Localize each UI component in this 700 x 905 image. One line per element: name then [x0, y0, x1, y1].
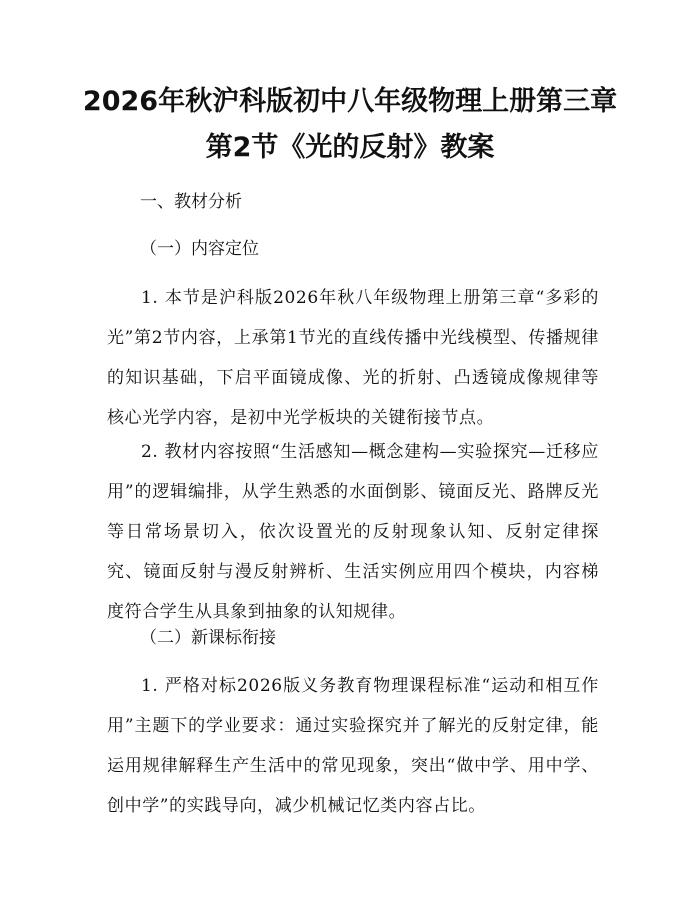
paragraph: 1. 本节是沪科版2026年秋八年级物理上册第三章“多彩的光”第2节内容，上承第1节光的直线传播中光线模型、传播规律的知识基础，下启平面镜成像、光的折射、凸透镜成像规律等核心光学内容，是初中光学板块的关键衔接节点。	[107, 288, 599, 428]
subsection-heading-content-positioning: （一）内容定位	[140, 239, 259, 259]
document-title-line-2: 第2节《光的反射》教案	[205, 132, 495, 163]
section-heading-textbook-analysis: 一、教材分析	[140, 192, 242, 212]
paragraph: 1. 严格对标2026版义务教育物理课程标准“运动和相互作用”主题下的学业要求：通过实验探究并了解光的反射定律，能运用规律解释生产生活中的常见现象，突出“做中学、用中学、创中学”的实践导向，减少机械记忆类内容占比。	[107, 676, 599, 816]
paragraph: 2. 教材内容按照“生活感知—概念建构—实验探究—迁移应用”的逻辑编排，从学生熟悉的水面倒影、镜面反光、路牌反光等日常场景切入，依次设置光的反射现象认知、反射定律探究、镜面反射与漫反射辨析、生活实例应用四个模块，内容梯度符合学生从具象到抽象的认知规律。	[107, 442, 599, 622]
subsection-heading-curriculum-alignment: （二）新课标衔接	[140, 628, 276, 648]
document-title-line-1: 2026年秋沪科版初中八年级物理上册第三章	[82, 86, 618, 117]
